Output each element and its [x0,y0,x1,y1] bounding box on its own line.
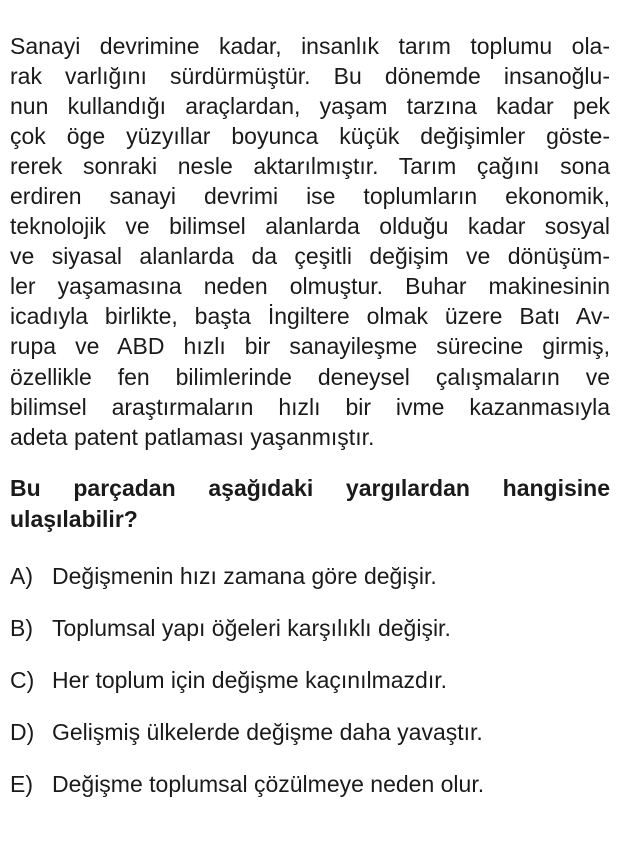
question-line: Bu parçadan aşağıdaki yargılardan hangisine [10,474,610,501]
passage-line: ler yaşamasına neden olmuştur. Buhar makinesinin [10,273,610,300]
passage-line: icadıyla birlikte, başta İngiltere olmak üzere Batı Av- [10,303,610,330]
passage-line: bilimsel araştırmaların hızlı bir ivme kazanmasıyla [10,393,610,420]
passage-line: Sanayi devrimine kadar, insanlık tarım toplumu ola- [10,33,610,59]
option-text: Gelişmiş ülkelerde değişme daha yavaştır. [52,718,483,745]
passage-line: erdiren sanayi devrimi ise toplumların ekonomik, [10,183,610,210]
option-letter: B) [10,614,33,641]
passage-line: ve siyasal alanlarda da çeşitli değişim ve dönüşüm- [10,243,610,270]
reading-passage [10,0,610,452]
option-e[interactable] [10,758,610,810]
passage-line: nun kullandığı araçlardan, yaşam tarzına kadar pek [10,93,610,120]
question-stem [10,452,610,535]
option-letter: E) [10,770,33,797]
option-letter: D) [10,718,35,745]
option-c[interactable] [10,654,610,706]
passage-line: rak varlığını sürdürmüştür. Bu dönemde insanoğlu- [10,63,610,90]
option-text: Her toplum için değişme kaçınılmazdır. [52,666,447,693]
option-b[interactable] [10,602,610,654]
option-text: Toplumsal yapı öğeleri karşılıklı değişir. [52,614,451,641]
passage-line: rerek sonraki nesle aktarılmıştır. Tarım çağını sona [10,153,610,180]
answer-options [10,535,610,810]
passage-line: rupa ve ABD hızlı bir sanayileşme sürecine girmiş, [10,333,610,360]
option-text: Değişmenin hızı zamana göre değişir. [52,562,437,589]
option-letter: A) [10,562,33,589]
passage-line: teknolojik ve bilimsel alanlarda olduğu kadar sosyal [10,213,610,240]
option-text: Değişme toplumsal çözülmeye neden olur. [52,770,485,797]
option-d[interactable] [10,706,610,758]
option-letter: C) [10,666,35,693]
option-a[interactable] [10,550,610,602]
passage-line: adeta patent patlaması yaşanmıştır. [10,423,375,450]
question-line: ulaşılabilir? [10,505,138,532]
passage-line: çok öge yüzyıllar boyunca küçük değişimler göste- [10,123,610,150]
question-page [10,0,610,810]
passage-line: özellikle fen bilimlerinde deneysel çalışmaların ve [10,363,610,390]
